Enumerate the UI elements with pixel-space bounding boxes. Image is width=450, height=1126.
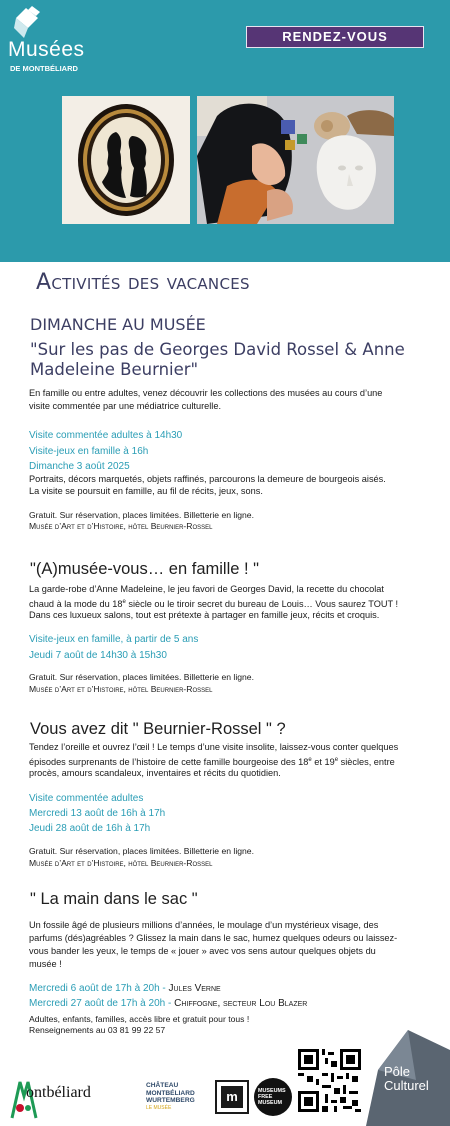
section3-desc-line1: Tendez l’oreille et ouvrez l’œil ! Le temps d’une visite insolite, laissez-vous conter quelques: [29, 742, 399, 752]
section2-place: Musée d’Art et d’Histoire, hôtel Beurnier-Rossel: [29, 684, 213, 694]
section1-desc-line1: En famille ou entre adultes, venez découvrir les collections des musées au cours d’une: [29, 388, 383, 398]
section3-place: Musée d’Art et d’Histoire, hôtel Beurnier-Rossel: [29, 858, 213, 868]
section1-desc-line2: visite commentée par une médiatrice culturelle.: [29, 401, 222, 411]
montbeliard-logo-text: ontbéliard: [26, 1084, 91, 1101]
section2-schedule-1: Visite-jeux en famille, à partir de 5 ans: [29, 634, 199, 645]
chateau-line1: CHÂTEAU: [146, 1082, 179, 1089]
section1-title-line2: Madeleine Beurnier": [30, 360, 199, 379]
musees-logo[interactable]: [8, 6, 88, 76]
section3-title: Vous avez dit " Beurnier-Rossel " ?: [30, 720, 286, 738]
logo-subtitle: DE MONTBÉLIARD: [10, 64, 78, 73]
section1-date: Dimanche 3 août 2025: [29, 461, 130, 472]
section4-info-2: Renseignements au 03 81 99 22 57: [29, 1025, 166, 1035]
section2-desc-line3: Dans ces luxueux salons, tout est prétexte à partager en famille jeux, récits et croquis.: [29, 610, 380, 620]
section4-desc-line2: parfums (dés)agréables ? Glissez la main dans le sac, humez quelques odeurs ou laissez-: [29, 933, 398, 943]
section3-schedule-2: Mercredi 13 août de 16h à 17h: [29, 808, 166, 819]
chateau-line3: WURTEMBERG: [146, 1097, 195, 1104]
section2-desc-line1: La garde-robe d’Anne Madeleine, le jeu favori de Georges David, la recette du chocolat: [29, 584, 384, 594]
section1-detail-line2: La visite se poursuit en famille, au fil de récits, jeux, sons.: [29, 486, 263, 496]
silhouette-frame-image: [62, 96, 190, 224]
section3-schedule-3: Jeudi 28 août de 16h à 17h: [29, 823, 151, 834]
section1-schedule-2: Visite-jeux en famille à 16h: [29, 446, 149, 457]
qr-code-icon[interactable]: [298, 1049, 361, 1112]
section2-info: Gratuit. Sur réservation, places limitées. Billetterie en ligne.: [29, 672, 254, 682]
section3-schedule-1: Visite commentée adultes: [29, 793, 144, 804]
logo-title: Musées: [8, 38, 85, 61]
museums-free-museum-text: MUSEUMS FREE MUSEUM: [258, 1088, 286, 1106]
section1-detail-line1: Portraits, décors marquetés, objets raffinés, parcourons la demeure de bourgeois aisés.: [29, 474, 386, 484]
section4-desc-line3: vous bander les yeux, le temps de « jouer » avec vos sens autour quelques objets du: [29, 946, 376, 956]
section4-title: " La main dans le sac ": [30, 890, 198, 908]
section3-info: Gratuit. Sur réservation, places limitées. Billetterie en ligne.: [29, 846, 254, 856]
chateau-line2: MONTBÉLIARD: [146, 1089, 195, 1097]
section1-title-line1: "Sur les pas de Georges David Rossel & Anne: [30, 340, 405, 359]
section3-desc-line3: procès, amours scandaleux, inventaires et récits du quotidien.: [29, 768, 281, 778]
section4-desc-line1: Un fossile âgé de plusieurs millions d’années, le moulage d’un mystérieux visage, des: [29, 920, 379, 930]
pole-culturel-logo-text: [384, 1065, 429, 1093]
pole-line1: Pôle: [384, 1064, 411, 1079]
page-title: Activités des vacances: [36, 270, 250, 295]
m-museum-logo-letter: m: [221, 1086, 243, 1108]
silhouette-portrait-photo: [62, 96, 190, 224]
main-content: [0, 262, 450, 1126]
section1-place: Musée d’Art et d’Histoire, hôtel Beurnier-Rossel: [29, 521, 213, 531]
rendez-vous-badge: RENDEZ-VOUS: [246, 26, 424, 48]
section1-schedule-1: Visite commentée adultes à 14h30: [29, 430, 183, 441]
section4-schedule-1: Mercredi 6 août de 17h à 20h - Jules Verne: [29, 983, 221, 994]
section1-kicker: DIMANCHE AU MUSÉE: [30, 315, 206, 334]
sack-objects-image: [197, 96, 394, 224]
pole-line2: Culturel: [384, 1078, 429, 1093]
sensory-sack-photo: [197, 96, 394, 224]
chateau-line4: LE MUSÉE: [146, 1104, 172, 1111]
section4-info-1: Adultes, enfants, familles, accès libre et gratuit pour tous !: [29, 1014, 250, 1024]
section1-info: Gratuit. Sur réservation, places limitées. Billetterie en ligne.: [29, 510, 254, 520]
section2-desc-line2: chaud à la mode du 18e siècle ou le tiroir secret du bureau de Louis… Vous saurez TOUT !: [29, 599, 399, 610]
section4-desc-line4: musée !: [29, 959, 62, 969]
section2-title: "(A)musée-vous… en famille ! ": [30, 560, 260, 578]
section4-schedule-2: Mercredi 27 août de 17h à 20h - Chiffogne, secteur Lou Blazer: [29, 998, 308, 1009]
chateau-logo[interactable]: [146, 1082, 195, 1112]
logo-mark-icon: [12, 6, 42, 40]
section2-schedule-2: Jeudi 7 août de 14h30 à 15h30: [29, 650, 167, 661]
section3-desc-line2: épisodes surprenants de l’histoire de cette famille bourgeoise des 18e et 19e siècles, entre: [29, 757, 395, 768]
